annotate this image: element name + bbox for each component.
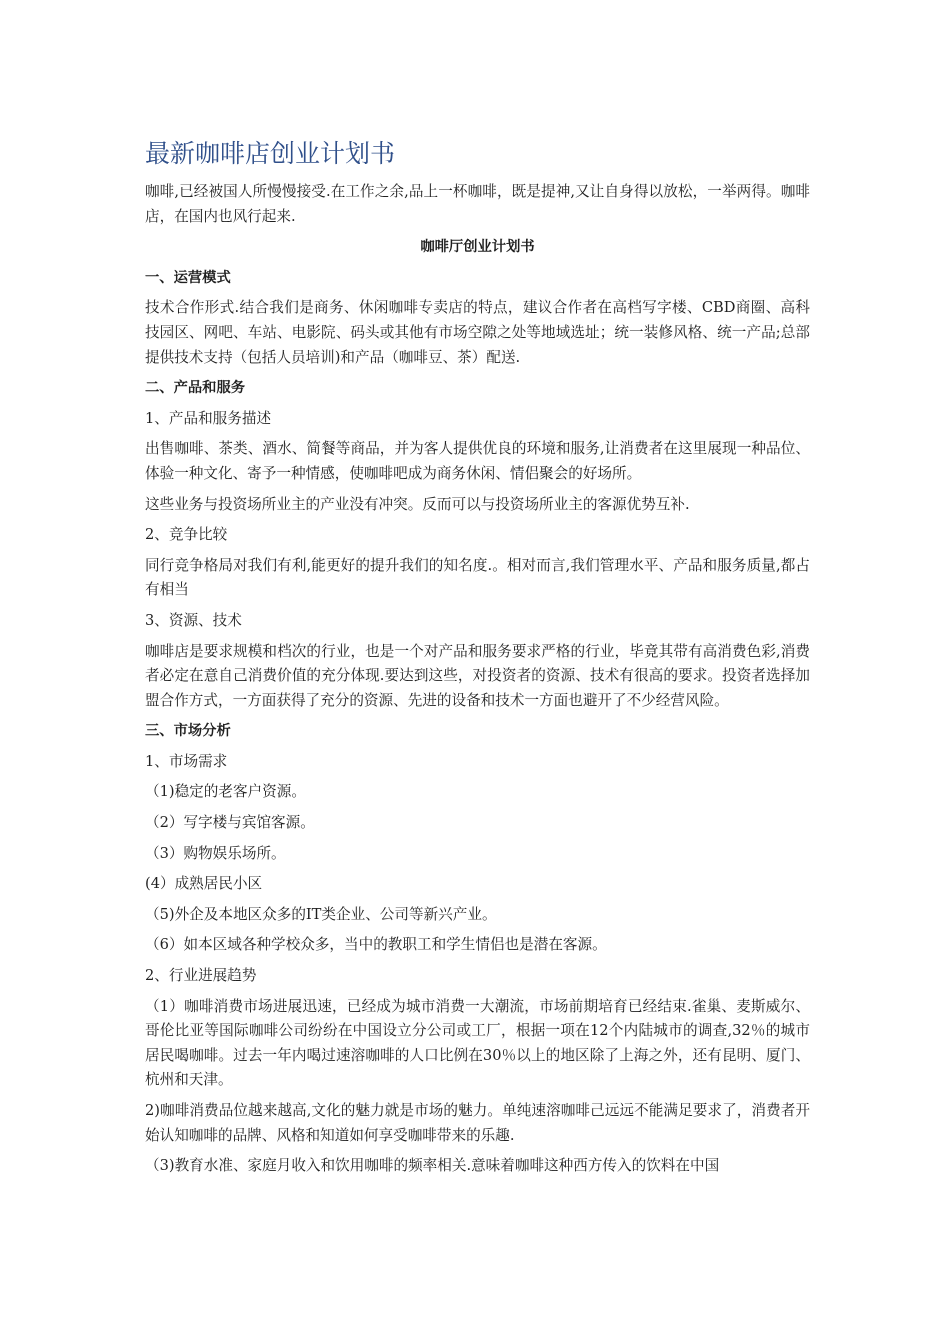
section-heading-market: 三、市场分析 bbox=[145, 723, 231, 740]
document-title: 最新咖啡店创业计划书 bbox=[145, 139, 396, 168]
subtitle-heading: 咖啡厅创业计划书 bbox=[420, 239, 535, 256]
list-item: （5)外企及本地区众多的IT类企业、公司等新兴产业。 bbox=[145, 905, 497, 923]
section-heading-operations: 一、运营模式 bbox=[145, 269, 231, 286]
list-item: （2）写字楼与宾馆客源。 bbox=[145, 814, 315, 832]
paragraph-product-description: 出售咖啡、茶类、酒水、简餐等商品，并为客人提供优良的环境和服务,让消费者在这里展现一种品位、体验一种文化、寄予一种情感，使咖啡吧成为商务休闲、情侣聚会的好场所。 bbox=[145, 440, 810, 482]
list-item: （1)稳定的老客户资源。 bbox=[145, 783, 306, 801]
paragraph-trend-1: （1）咖啡消费市场进展迅速，已经成为城市消费一大潮流，市场前期培育已经结束.雀巢、麦斯威尔、哥伦比亚等国际咖啡公司纷纷在中国设立分公司或工厂，根据一项在12个内陆城市的调查,32％的城市居民喝咖啡。过去一年内喝过速溶咖啡的人口比例在30％以上的地区除了上海之外，还有昆明、厦门、杭州和天津。 bbox=[145, 997, 810, 1089]
paragraph-operations: 技术合作形式.结合我们是商务、休闲咖啡专卖店的特点，建议合作者在高档写字楼、CBD商圈、高科技园区、网吧、车站、电影院、码头或其他有市场空隙之处等地域选址；统一装修风格、统一产品;总部提供技术支持（包括人员培训)和产品（咖啡豆、茶）配送. bbox=[145, 299, 810, 366]
subheading-market-demand: 1、市场需求 bbox=[145, 752, 228, 770]
intro-paragraph: 咖啡,已经被国人所慢慢接受.在工作之余,品上一杯咖啡，既是提神,又让自身得以放松，一举两得。咖啡店，在国内也风行起来. bbox=[145, 183, 810, 225]
document-body bbox=[145, 180, 810, 1185]
subheading-resources: 3、资源、技术 bbox=[145, 611, 242, 629]
paragraph-complementary: 这些业务与投资场所业主的产业没有冲突。反而可以与投资场所业主的客源优势互补. bbox=[145, 495, 690, 513]
subheading-product-description: 1、产品和服务描述 bbox=[145, 409, 272, 427]
paragraph-trend-2: 2)咖啡消费品位越来越高,文化的魅力就是市场的魅力。单纯速溶咖啡己远远不能满足要求了，消费者开始认知咖啡的品牌、风格和知道如何享受咖啡带来的乐趣. bbox=[145, 1102, 810, 1144]
paragraph-resources: 咖啡店是要求规模和档次的行业，也是一个对产品和服务要求严格的行业，毕竟其带有高消费色彩,消费者必定在意自己消费价值的充分体现.要达到这些，对投资者的资源、技术有很高的要求。投资者选择加盟合作方式，一方面获得了充分的资源、先进的设备和技术一方面也避开了不少经营风险。 bbox=[145, 642, 810, 709]
list-item: (4）成熟居民小区 bbox=[145, 875, 263, 893]
paragraph-trend-3: （3)教育水准、家庭月收入和饮用咖啡的频率相关.意味着咖啡这种西方传入的饮料在中国 bbox=[145, 1157, 720, 1175]
paragraph-competition: 同行竞争格局对我们有利,能更好的提升我们的知名度.。相对而言,我们管理水平、产品和服务质量,都占有相当 bbox=[145, 556, 810, 599]
subheading-industry-trend: 2、行业进展趋势 bbox=[145, 967, 257, 985]
section-heading-products: 二、产品和服务 bbox=[145, 380, 246, 397]
list-item: （3）购物娱乐场所。 bbox=[145, 844, 286, 862]
list-item: （6）如本区域各种学校众多，当中的教职工和学生情侣也是潜在客源。 bbox=[145, 936, 607, 954]
subheading-competition: 2、竞争比较 bbox=[145, 526, 228, 544]
